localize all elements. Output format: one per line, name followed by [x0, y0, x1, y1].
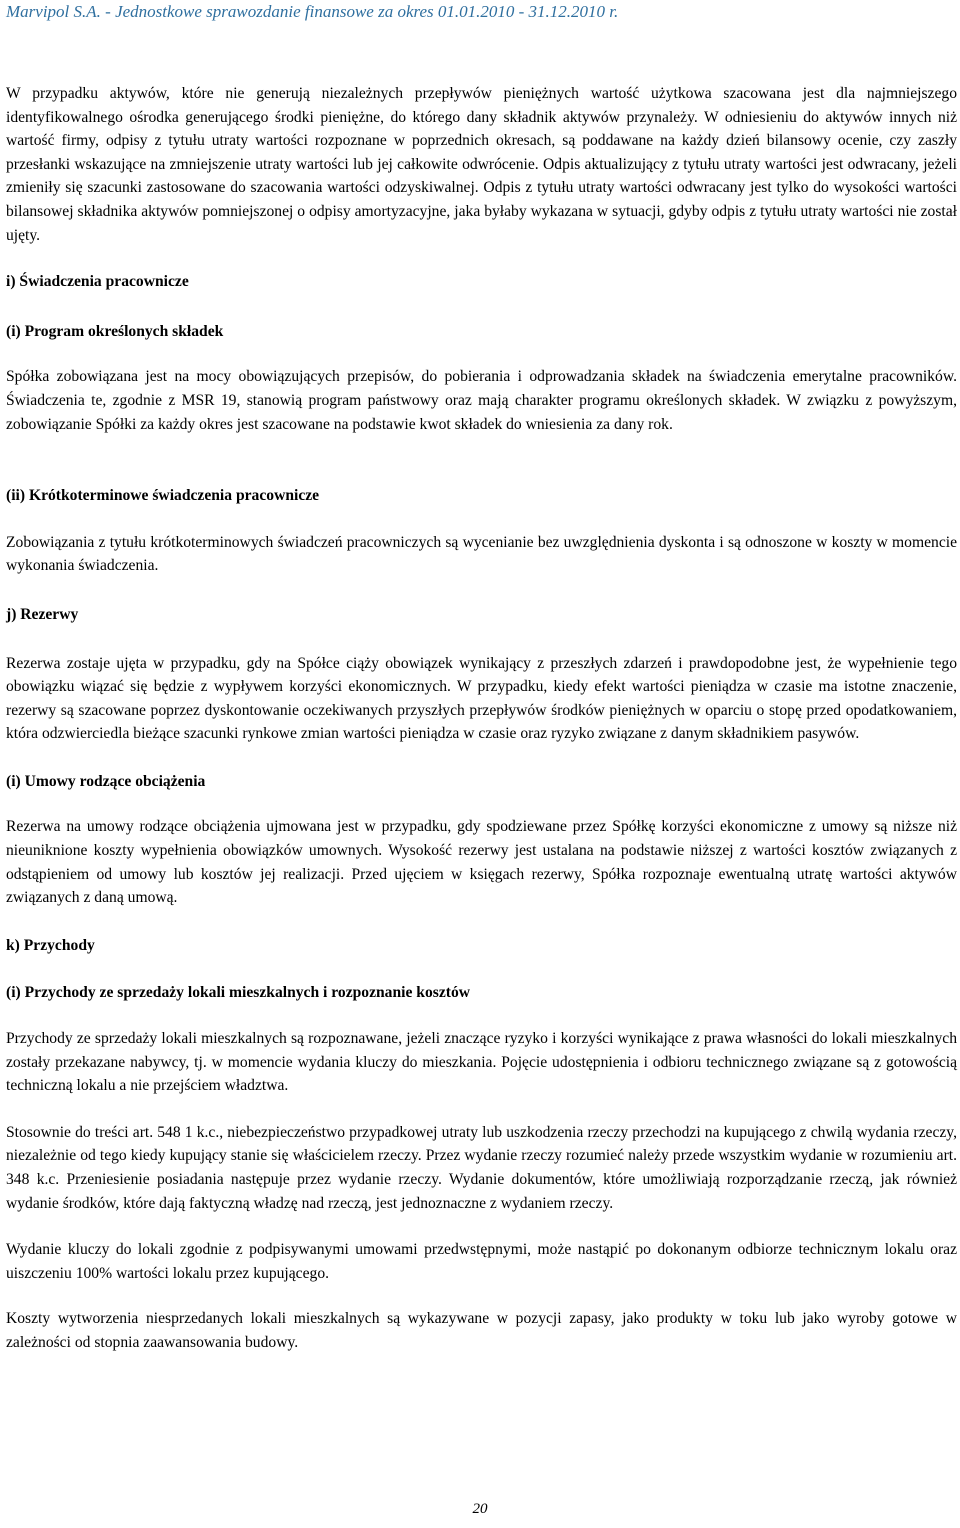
- heading-employee-benefits: i) Świadczenia pracownicze: [6, 273, 189, 291]
- paragraph-residential-sales: Przychody ze sprzedaży lokali mieszkalnych są rozpoznawane, jeżeli znaczące ryzyko i korzyści wynikające z prawa własności do lokali mieszkalnych zostały przekazane nabywcy, tj. w momencie wydania kluczy do mieszkania. Pojęcie udostępnienia i odbioru technicznego związane są z gotowością techniczną lokalu a nie przejściem władztwa.: [6, 1030, 957, 1095]
- paragraph-onerous-contracts: Rezerwa na umowy rodzące obciążenia ujmowana jest w przypadku, gdy spodziewane przez Spółkę korzyści ekonomiczne z umowy są niższe niż nieuniknione koszty wypełnienia obowiązków umownych. Wysokość rezerwy jest ustalana na podstawie niższej z wartości kosztów związanych z odstąpieniem od umowy lub kosztów jej realizacji. Przed ujęciem w księgach rezerwy, Spółka rozpoznaje ewentualną utratę wartości aktywów związanych z daną umową.: [6, 818, 957, 907]
- paragraph-short-term-benefits: Zobowiązania z tytułu krótkoterminowych świadczeń pracowniczych są wycenianie bez uwzględnienia dyskonta i są odnoszone w koszty w momencie wykonania świadczenia.: [6, 533, 957, 575]
- paragraph-impairment: W przypadku aktywów, które nie generują niezależnych przepływów pieniężnych wartość użytkowa szacowana jest dla najmniejszego identyfikowalnego ośrodka generującego środki pieniężne, do którego dany składnik aktywów przynależy. W odniesieniu do aktywów innych niż wartość firmy, odpisy z tytułu utraty wartości rozpoznane w poprzednich okresach, są poddawane na każdy dzień bilansowy ocenie, czy zaszły przesłanki wskazujące na zmniejszenie utraty wartości lub jej całkowite odwrócenie. Odpis aktualizujący z tytułu utraty wartości jest odwracany, jeżeli zmieniły się szacunki zastosowane do szacowania wartości odzyskiwalnej. Odpis z tytułu utraty wartości odwracany jest tylko do wysokości wartości bilansowej składnika aktywów pomniejszonej o odpisy amortyzacyjne, jaka byłaby wykazana w sytuacji, gdyby odpis z tytułu utraty wartości nie został ujęty.: [6, 85, 957, 244]
- heading-short-term-benefits: (ii) Krótkoterminowe świadczenia pracownicze: [6, 487, 320, 505]
- heading-provisions: j) Rezerwy: [6, 605, 79, 623]
- document-header: Marvipol S.A. - Jednostkowe sprawozdanie finansowe za okres 01.01.2010 - 31.12.2010 r.: [6, 2, 619, 21]
- heading-defined-contribution: (i) Program określonych składek: [6, 322, 224, 340]
- paragraph-unsold-costs: Koszty wytworzenia niesprzedanych lokali mieszkalnych są wykazywane w pozycji zapasy, jako produkty w toku lub jako wyroby gotowe w zależności od stopnia zaawansowania budowy.: [6, 1310, 957, 1351]
- heading-residential-sales: (i) Przychody ze sprzedaży lokali mieszkalnych i rozpoznanie kosztów: [6, 984, 471, 1002]
- paragraph-risk-transfer: Stosownie do treści art. 548 1 k.c., niebezpieczeństwo przypadkowej utraty lub uszkodzenia rzeczy przechodzi na kupującego z chwilą wydania rzeczy, niezależnie od tego kiedy kupujący stanie się właścicielem rzeczy. Przez wydanie rzeczy rozumieć należy przede wszystkim wydanie w rozumieniu art. 348 k.c. Przeniesienie posiadania następuje przez wydanie rzeczy. Wydanie dokumentów, które umożliwiają rozporządzanie rzeczą, jak również wydanie środków, które dają faktyczną władzę nad rzeczą, jest jednoznaczne z wydaniem rzeczy.: [6, 1123, 957, 1212]
- heading-revenue: k) Przychody: [6, 936, 95, 954]
- paragraph-key-handover: Wydanie kluczy do lokali zgodnie z podpisywanymi umowami przedwstępnymi, może nastąpić po dokonanym odbiorze technicznym lokalu oraz uiszczeniu 100% wartości lokalu przez kupującego.: [6, 1241, 957, 1282]
- document-body: [6, 82, 957, 1355]
- heading-onerous-contracts: (i) Umowy rodzące obciążenia: [6, 772, 206, 790]
- page-number: 20: [472, 1501, 488, 1517]
- paragraph-defined-contribution: Spółka zobowiązana jest na mocy obowiązujących przepisów, do pobierania i odprowadzania składek na świadczenia emerytalne pracowników. Świadczenia te, zgodnie z MSR 19, stanowią program państwowy oraz mają charakter programu określonych składek. W związku z powyższym, zobowiązanie Spółki za każdy okres jest szacowane na podstawie kwot składek do wniesienia za dany rok.: [6, 368, 957, 433]
- paragraph-provisions: Rezerwa zostaje ujęta w przypadku, gdy na Spółce ciąży obowiązek wynikający z przeszłych zdarzeń i prawdopodobne jest, że wypełnienie tego obowiązku wiązać się będzie z wypływem korzyści ekonomicznych. W przypadku, kiedy efekt wartości pieniądza w czasie ma istotne znaczenie, rezerwy są szacowane poprzez dyskontowanie oczekiwanych przyszłych przepływów środków pieniężnych w oparciu o stopę przed opodatkowaniem, która odzwierciedla bieżące szacunki rynkowe zmian wartości pieniądza w czasie oraz ryzyko związane z danym składnikiem pasywów.: [6, 654, 957, 743]
